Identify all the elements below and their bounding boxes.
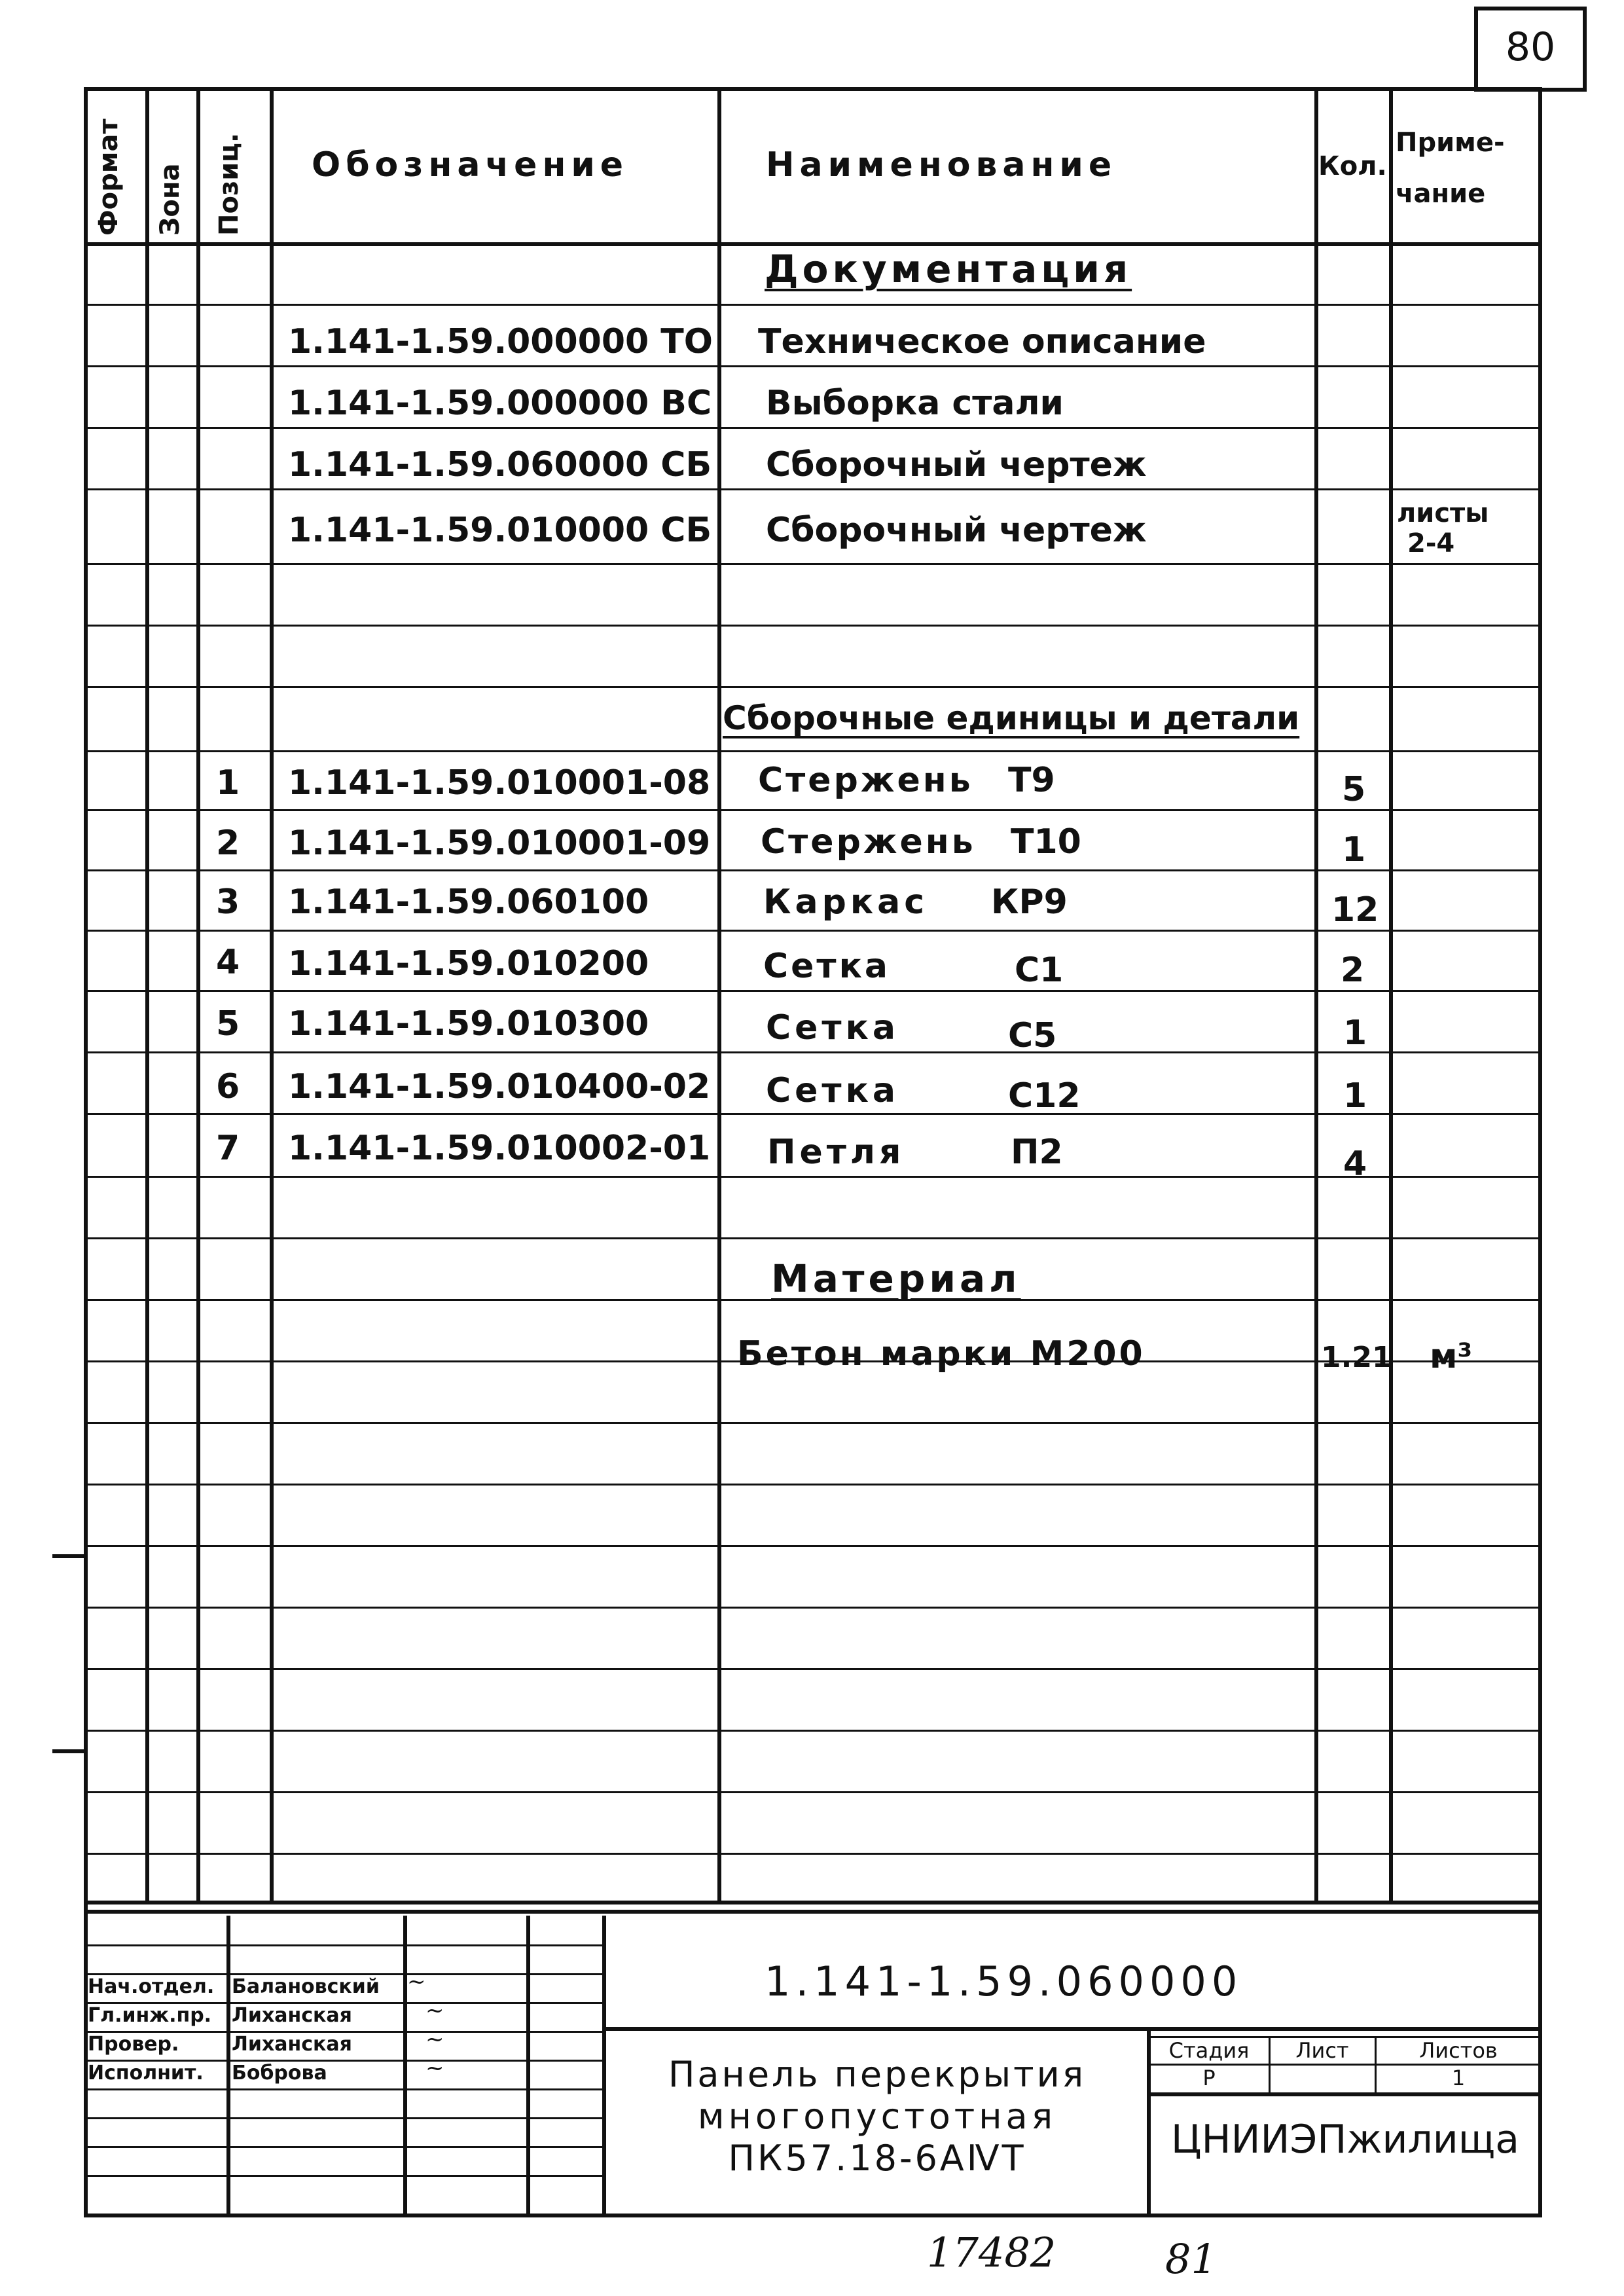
row-line: [84, 1791, 1542, 1793]
title-line-3: ПК57.18-6АⅣТ: [728, 2138, 1026, 2179]
header-note-1: Приме-: [1396, 128, 1505, 158]
stage-label: Стадия: [1168, 2038, 1250, 2063]
row-line: [84, 427, 1542, 429]
row-line: [84, 1730, 1542, 1732]
signature: ~: [407, 1969, 426, 1995]
item-designation: 1.141-1.59.060100: [288, 883, 649, 922]
row-line: [84, 930, 1542, 932]
signer-name: Лиханская: [232, 2004, 352, 2027]
row-line: [84, 1113, 1542, 1115]
row-line: [84, 1176, 1542, 1178]
item-pos: 5: [216, 1004, 240, 1044]
tb-divider: [526, 1916, 530, 2215]
item-qty: 1: [1343, 1013, 1367, 1053]
signer-role: Провер.: [88, 2033, 179, 2056]
col-divider: [196, 87, 200, 1901]
item-qty: 4: [1343, 1144, 1367, 1184]
row-line: [84, 1853, 1542, 1855]
col-divider: [270, 87, 274, 1901]
stage-value: Р: [1202, 2066, 1216, 2090]
item-mark: С1: [1015, 951, 1064, 990]
signer-name: Балановский: [232, 1975, 380, 1998]
header-divider: [84, 242, 1542, 246]
item-name: Сетка: [763, 947, 890, 986]
item-designation: 1.141-1.59.010001-08: [288, 763, 711, 803]
margin-tick: [52, 1554, 88, 1558]
row-line: [84, 809, 1542, 811]
col-divider: [1389, 87, 1393, 1901]
tb-divider: [403, 1916, 407, 2215]
row-line: [84, 750, 1542, 752]
drawing-code: 1.141-1.59.060000: [765, 1958, 1243, 2005]
item-name: Каркас: [763, 883, 929, 922]
item-designation: 1.141-1.59.010002-01: [288, 1129, 711, 1168]
item-pos: 4: [216, 943, 240, 982]
signer-name: Лиханская: [232, 2033, 352, 2056]
item-designation: 1.141-1.59.010200: [288, 944, 649, 983]
row-line: [84, 625, 1542, 627]
col-divider: [1314, 87, 1318, 1901]
row-line: [84, 1422, 1542, 1424]
header-note-2: чание: [1396, 179, 1486, 209]
tb-row: [84, 2088, 606, 2090]
section-assemblies: Сборочные единицы и детали: [723, 699, 1300, 737]
tb-row: [84, 2117, 606, 2119]
section-documentation: Документация: [765, 247, 1132, 291]
material-qty: 1.21: [1321, 1341, 1392, 1374]
item-qty: 1: [1342, 830, 1366, 869]
item-name: Сетка: [766, 1071, 899, 1110]
section-material: Материал: [771, 1256, 1021, 1301]
item-pos: 6: [216, 1067, 240, 1106]
doc-designation: 1.141-1.59.060000 СБ: [288, 445, 712, 484]
doc-designation: 1.141-1.59.010000 СБ: [288, 511, 712, 550]
signer-name: Боброва: [232, 2062, 327, 2085]
item-qty: 12: [1331, 890, 1379, 930]
footer-number-1: 17482: [927, 2229, 1056, 2276]
item-qty: 2: [1341, 951, 1365, 990]
item-name: Сетка: [766, 1008, 899, 1048]
organization: ЦНИИЭПжилища: [1170, 2117, 1520, 2162]
item-mark: С12: [1008, 1076, 1081, 1116]
tb-row: [84, 1944, 606, 1946]
row-line: [84, 990, 1542, 992]
header-format: Формат: [94, 118, 124, 236]
tb-divider: [602, 1916, 606, 2215]
signature: ~: [425, 2055, 444, 2081]
row-line: [84, 365, 1542, 367]
signature: ~: [425, 2026, 444, 2052]
item-designation: 1.141-1.59.010400-02: [288, 1067, 711, 1106]
row-line: [84, 1668, 1542, 1670]
signer-role: Нач.отдел.: [88, 1975, 215, 1998]
tb-divider: [226, 1916, 230, 2215]
sheets-value: 1: [1451, 2066, 1466, 2090]
item-name: Петля: [767, 1133, 905, 1172]
header-name: Наименование: [766, 145, 1117, 185]
tb-divider: [602, 2027, 1542, 2031]
item-mark: Т9: [1008, 761, 1055, 800]
item-pos: 1: [216, 763, 240, 803]
header-zone: Зона: [155, 163, 185, 236]
item-designation: 1.141-1.59.010001-09: [288, 824, 711, 863]
item-mark: Т10: [1011, 822, 1081, 862]
header-designation: Обозначение: [312, 145, 629, 185]
signer-role: Гл.инж.пр.: [88, 2004, 212, 2027]
sheet-label: Лист: [1295, 2038, 1349, 2063]
item-mark: П2: [1011, 1133, 1063, 1172]
item-qty: 1: [1343, 1076, 1367, 1116]
tb-row: [84, 2146, 606, 2148]
header-qty: Кол.: [1318, 151, 1387, 181]
row-line: [84, 488, 1542, 490]
doc-name: Техническое описание: [758, 322, 1206, 361]
row-line: [84, 1237, 1542, 1239]
page-number: 80: [1505, 24, 1556, 70]
doc-note-1: листы: [1397, 498, 1489, 528]
item-pos: 7: [216, 1129, 240, 1168]
signer-role: Исполнит.: [88, 2062, 204, 2085]
tb-row: [1147, 2092, 1540, 2096]
footer-number-2: 81: [1165, 2235, 1217, 2283]
row-line: [84, 1545, 1542, 1547]
item-name: Стержень: [761, 822, 976, 862]
item-pos: 3: [216, 883, 240, 922]
doc-name: Сборочный чертеж: [766, 445, 1147, 484]
item-pos: 2: [216, 824, 240, 863]
header-position: Позиц.: [214, 132, 244, 236]
doc-designation: 1.141-1.59.000000 ТО: [288, 322, 713, 361]
item-mark: КР9: [991, 883, 1068, 922]
item-name: Стержень: [758, 761, 973, 800]
sheets-label: Листов: [1419, 2038, 1498, 2063]
material-name: Бетон марки М200: [737, 1334, 1146, 1374]
material-note: м³: [1430, 1337, 1473, 1376]
doc-name: Выборка стали: [766, 384, 1064, 423]
tb-row: [84, 2175, 606, 2177]
row-line: [84, 686, 1542, 688]
row-line: [84, 1051, 1542, 1053]
row-line: [84, 1607, 1542, 1609]
title-line-1: Панель перекрытия: [668, 2054, 1087, 2095]
item-qty: 5: [1342, 770, 1366, 809]
row-line: [84, 869, 1542, 871]
col-divider: [145, 87, 149, 1901]
row-line: [84, 563, 1542, 565]
row-line: [84, 304, 1542, 306]
doc-name: Сборочный чертеж: [766, 511, 1147, 550]
item-designation: 1.141-1.59.010300: [288, 1004, 649, 1044]
doc-note-2: 2-4: [1407, 528, 1455, 558]
doc-designation: 1.141-1.59.000000 ВС: [288, 384, 712, 423]
signature: ~: [425, 1997, 444, 2024]
row-line: [84, 1484, 1542, 1485]
col-divider: [717, 87, 721, 1901]
title-line-2: многопустотная: [697, 2096, 1057, 2137]
margin-tick: [52, 1749, 88, 1753]
item-mark: С5: [1008, 1016, 1057, 1055]
